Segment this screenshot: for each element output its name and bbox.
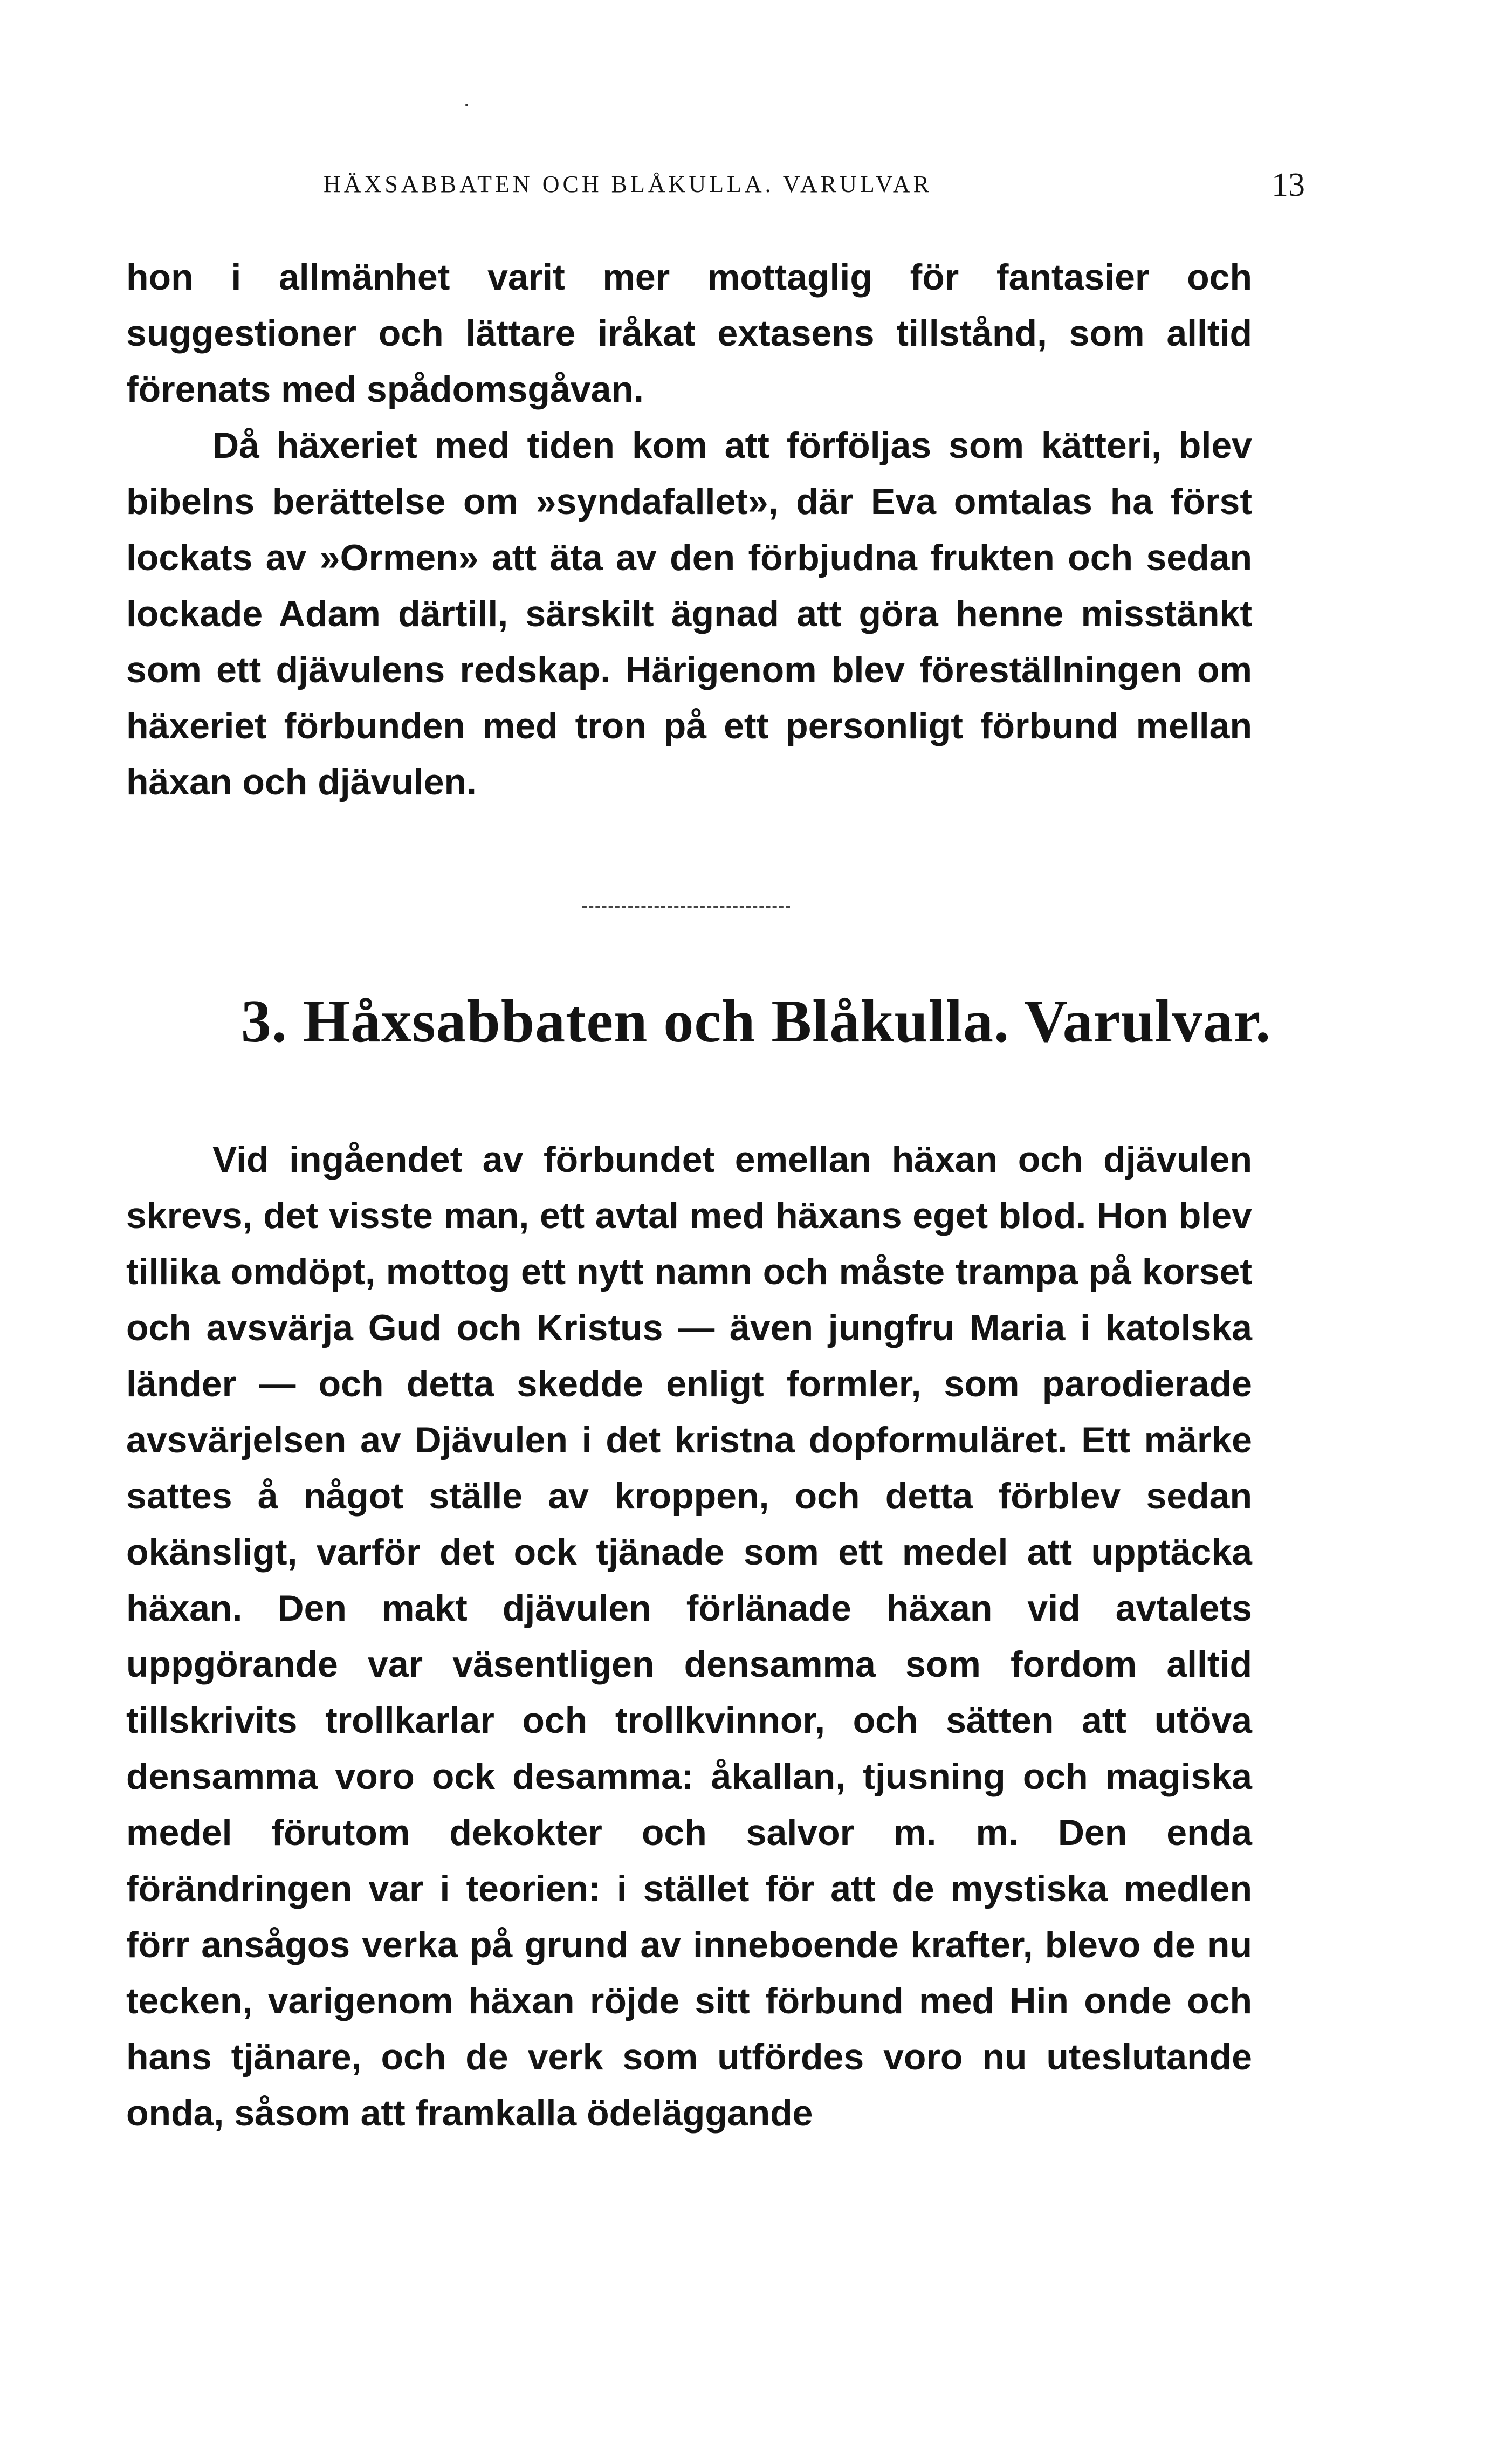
section-text-block — [126, 1132, 1252, 2141]
paragraph-continuation: hon i allmänhet varit mer mottaglig för fantasier och suggestioner och lättare iråkat extasens tillstånd, som alltid förenats med spådomsgåvan. — [126, 257, 1252, 410]
section-heading: 3. Håxsabbaten och Blåkulla. Varulvar. — [240, 988, 1272, 1055]
running-head: HÄXSABBATEN OCH BLÅKULLA. VARULVAR — [324, 171, 932, 197]
print-speck — [465, 104, 468, 106]
paragraph: Då häxeriet med tiden kom att förföljas som kätteri, blev bibelns berättelse om »syndafallet», där Eva omtalas ha först lockats av »Ormen» att äta av den förbjudna frukten och sedan lockade Adam därtill, särskilt ägnad att göra henne misstänkt som ett djävulens redskap. Härigenom blev föreställningen om häxeriet förbunden med tron på ett personligt förbund mellan häxan och djävulen. — [126, 425, 1252, 803]
page-number: 13 — [1272, 167, 1305, 203]
paragraph: Vid ingåendet av förbundet emellan häxan och djävulen skrevs, det visste man, ett avtal med häxans eget blod. Hon blev tillika omdöpt, mottog ett nytt namn och måste trampa på korset och avsvärja Gud och Kristus — även jungfru Maria i katolska länder — och detta skedde enligt formler, som parodierade avsvärjelsen av Djävulen i det kristna dopformuläret. Ett märke sattes å något ställe av kroppen, och detta förblev sedan okänsligt, varför det ock tjänade som ett medel att upptäcka häxan. Den makt djävulen förlänade häxan vid avtalets uppgörande var väsentligen densamma som fordom alltid tillskrivits trollkarlar och trollkvinnor, och sätten att utöva densamma voro ock desamma: åkallan, tjusning och magiska medel förutom dekokter och salvor m. m. Den enda förändringen var i teorien: i stället för att de mystiska medlen förr ansågos verka på grund av inneboende krafter, blevo de nu tecken, varigenom häxan röjde sitt förbund med Hin onde och hans tjänare, och de verk som utfördes voro nu uteslutande onda, såsom att framkalla ödeläggande — [126, 1139, 1252, 2134]
top-text-block — [126, 249, 1252, 810]
section-divider — [582, 906, 790, 908]
